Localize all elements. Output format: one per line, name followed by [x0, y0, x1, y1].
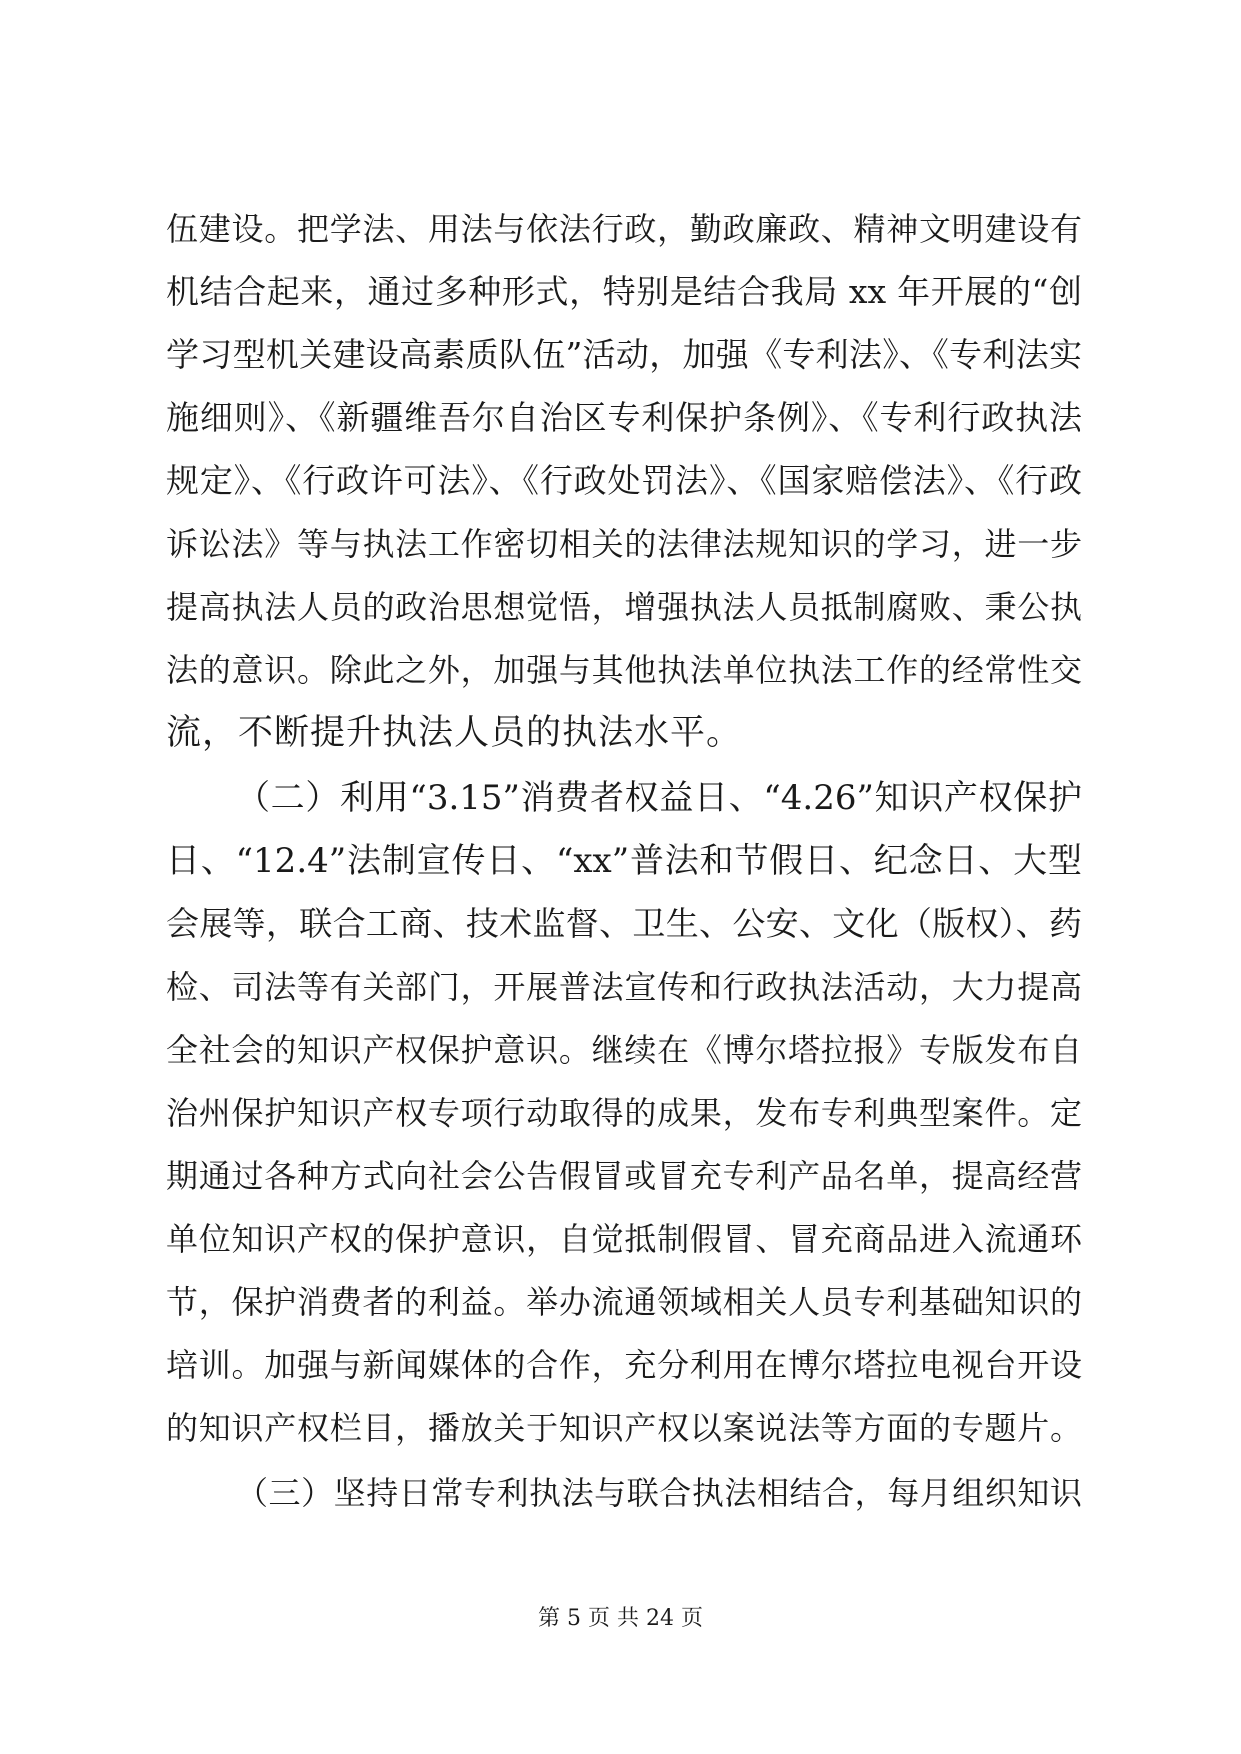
page-footer: 第 5 页 共 24 页 — [538, 1606, 703, 1631]
body-line-2: 机结合起来，通过多种形式，特别是结合我局 xx 年开展的“创 — [166, 272, 1082, 311]
body-line-12: 会展等，联合工商、技术监督、卫生、公安、文化（版权）、药 — [166, 904, 1082, 943]
body-line-9: 流，不断提升执法人员的执法水平。 — [166, 713, 743, 753]
body-line-8: 法的意识。除此之外，加强与其他执法单位执法工作的经常性交 — [166, 651, 1082, 689]
body-line-4: 施细则》、《新疆维吾尔自治区专利保护条例》、《专利行政执法 — [166, 398, 1082, 437]
body-line-17: 单位知识产权的保护意识，自觉抵制假冒、冒充商品进入流通环 — [166, 1220, 1082, 1258]
body-line-1: 伍建设。把学法、用法与依法行政，勤政廉政、精神文明建设有 — [166, 210, 1082, 248]
body-line-7: 提高执法人员的政治思想觉悟，增强执法人员抵制腐败、秉公执 — [166, 588, 1082, 626]
body-line-6: 诉讼法》等与执法工作密切相关的法律法规知识的学习，进一步 — [166, 525, 1082, 563]
body-line-18: 节，保护消费者的利益。举办流通领域相关人员专利基础知识的 — [166, 1283, 1082, 1321]
body-line-16: 期通过各种方式向社会公告假冒或冒充专利产品名单，提高经营 — [166, 1157, 1082, 1195]
body-line-19: 培训。加强与新闻媒体的合作，充分利用在博尔塔拉电视台开设 — [166, 1346, 1082, 1384]
body-line-20: 的知识产权栏目，播放关于知识产权以案说法等方面的专题片。 — [166, 1409, 1082, 1447]
paragraph-2-first-line: （二）利用“3.15”消费者权益日、“4.26”知识产权保护 — [236, 778, 1082, 818]
paragraph-3-first-line: （三）坚持日常专利执法与联合执法相结合，每月组织知识 — [236, 1474, 1082, 1512]
body-line-13: 检、司法等有关部门，开展普法宣传和行政执法活动，大力提高 — [166, 968, 1082, 1006]
body-line-14: 全社会的知识产权保护意识。继续在《博尔塔拉报》专版发布自 — [166, 1031, 1082, 1069]
body-line-15: 治州保护知识产权专项行动取得的成果，发布专利典型案件。定 — [166, 1094, 1082, 1132]
body-line-11: 日、“12.4”法制宣传日、“xx”普法和节假日、纪念日、大型 — [166, 841, 1082, 881]
body-line-5: 规定》、《行政许可法》、《行政处罚法》、《国家赔偿法》、《行政 — [166, 461, 1082, 500]
body-line-3: 学习型机关建设高素质队伍”活动，加强《专利法》、《专利法实 — [166, 335, 1082, 374]
